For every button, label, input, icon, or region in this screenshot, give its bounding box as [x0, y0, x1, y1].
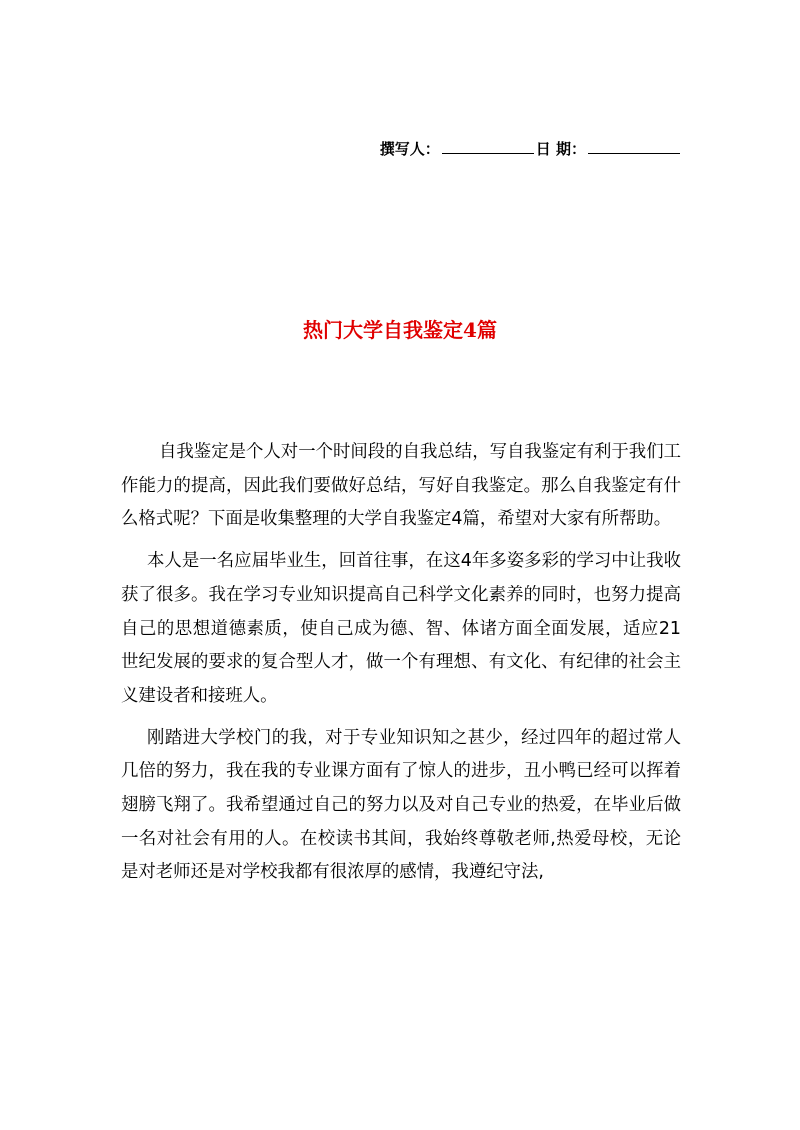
date-label: 日 期：	[535, 140, 586, 158]
author-date-line	[380, 138, 682, 159]
author-blank	[442, 139, 534, 154]
paragraph-1: 本人是一名应届毕业生，回首往事，在这4年多姿多彩的学习中让我收获了很多。我在学习专业知识提高自己科学文化素养的同时，也努力提高自己的思想道德素质，使自己成为德、智、体诸方面全面发展，适应21世纪发展的要求的复合型人才，做一个有理想、有文化、有纪律的社会主义建设者和接班人。	[121, 551, 681, 706]
document-title: 热门大学自我鉴定4篇	[303, 318, 497, 342]
date-blank	[588, 139, 680, 154]
author-label: 撰写人：	[379, 140, 440, 158]
document-body	[121, 436, 681, 898]
paragraph-intro: 自我鉴定是个人对一个时间段的自我总结，写自我鉴定有利于我们工作能力的提高，因此我们要做好总结，写好自我鉴定。那么自我鉴定有什么格式呢？下面是收集整理的大学自我鉴定4篇，希望对大家有所帮助。	[121, 442, 681, 530]
paragraph-2: 刚踏进大学校门的我，对于专业知识知之甚少，经过四年的超过常人几倍的努力，我在我的专业课方面有了惊人的进步，丑小鸭已经可以挥着翅膀飞翔了。我希望通过自己的努力以及对自己专业的热爱，在毕业后做一名对社会有用的人。在校读书其间，我始终尊敬老师,热爱母校，无论是对老师还是对学校我都有很浓厚的感情，我遵纪守法,	[121, 727, 681, 883]
